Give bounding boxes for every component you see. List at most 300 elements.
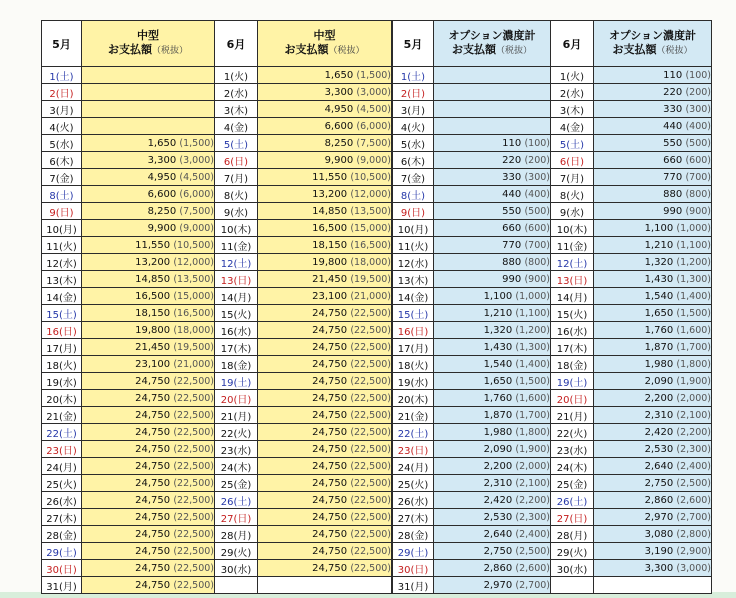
date-label: 30(日)	[46, 564, 77, 576]
may-amount-cell	[434, 424, 551, 441]
tax-excluded-value: (200)	[685, 86, 711, 98]
tax-excluded-value: (4,500)	[356, 103, 391, 115]
date-label: 8(土)	[49, 190, 74, 202]
tax-excluded-value: (1,500)	[515, 375, 550, 387]
june-amount-cell	[258, 577, 392, 594]
amount-value: 110	[502, 137, 522, 149]
may-amount-cell	[82, 526, 215, 543]
amount-value: 1,210	[644, 239, 674, 251]
tax-excluded-value: (2,100)	[676, 409, 711, 421]
amount-value: 440	[663, 120, 683, 132]
may-amount-cell	[434, 237, 551, 254]
june-amount-cell	[594, 220, 712, 237]
date-label: 3(月)	[49, 105, 74, 117]
table-row	[393, 169, 712, 186]
june-date-cell	[215, 203, 258, 220]
june-amount-cell	[594, 152, 712, 169]
june-amount-cell	[594, 543, 712, 560]
may-date-cell	[42, 475, 82, 492]
table-row	[393, 84, 712, 101]
table-row	[393, 509, 712, 526]
may-date-cell	[393, 152, 434, 169]
table-row	[393, 152, 712, 169]
may-amount-cell	[434, 118, 551, 135]
tax-excluded-value: (12,000)	[350, 188, 391, 200]
date-label: 14(月)	[220, 292, 252, 304]
june-amount-cell	[258, 509, 392, 526]
may-date-cell	[393, 220, 434, 237]
date-label: 12(土)	[220, 258, 252, 270]
table-row	[42, 373, 392, 390]
amount-value: 1,320	[644, 256, 674, 268]
may-date-cell	[393, 373, 434, 390]
date-label: 26(土)	[220, 496, 252, 508]
june-date-cell	[551, 492, 594, 509]
amount-value: 24,750	[312, 358, 348, 370]
june-date-cell	[551, 390, 594, 407]
may-amount-cell	[82, 492, 215, 509]
may-date-cell	[42, 356, 82, 373]
may-date-cell	[393, 169, 434, 186]
may-date-cell	[393, 186, 434, 203]
amount-value: 2,970	[483, 579, 513, 591]
amount-title-1: 中型	[137, 29, 159, 42]
may-amount-cell	[82, 288, 215, 305]
june-amount-cell	[258, 526, 392, 543]
date-label: 27(木)	[397, 513, 429, 525]
june-date-cell	[215, 492, 258, 509]
date-label: 15(土)	[46, 309, 77, 321]
amount-value: 21,450	[312, 273, 348, 285]
amount-title-1: 中型	[313, 29, 336, 42]
june-date-cell	[551, 169, 594, 186]
date-label: 26(水)	[397, 496, 429, 508]
table-row	[393, 118, 712, 135]
tax-excluded-value: (22,500)	[173, 511, 214, 523]
amount-value: 2,970	[644, 511, 674, 523]
amount-value: 24,750	[312, 545, 348, 557]
amount-value: 330	[502, 171, 522, 183]
amount-value: 23,100	[135, 358, 171, 370]
date-label: 15(火)	[220, 309, 252, 321]
may-amount-cell	[434, 373, 551, 390]
may-date-cell	[393, 390, 434, 407]
date-label: 11(火)	[46, 241, 77, 253]
june-date-cell	[215, 475, 258, 492]
table-row	[42, 560, 392, 577]
table-row	[42, 186, 392, 203]
may-amount-cell	[82, 237, 215, 254]
june-amount-cell	[258, 339, 392, 356]
date-label: 17(木)	[220, 343, 252, 355]
amount-value: 2,310	[483, 477, 513, 489]
table-row	[42, 441, 392, 458]
date-label: 4(火)	[49, 122, 74, 134]
may-date-cell	[42, 577, 82, 594]
tax-excluded-value: (22,500)	[350, 426, 391, 438]
table-row	[393, 475, 712, 492]
tax-excluded-value: (2,900)	[676, 545, 711, 557]
may-amount-cell	[82, 339, 215, 356]
may-header: 5月	[42, 21, 82, 67]
table-row	[393, 67, 712, 84]
amount-value: 1,540	[644, 290, 674, 302]
tax-excluded-value: (1,000)	[515, 290, 550, 302]
table-row	[42, 492, 392, 509]
table-row	[393, 407, 712, 424]
tax-excluded-value: (900)	[524, 273, 550, 285]
amount-value: 13,200	[135, 256, 171, 268]
june-amount-cell	[594, 560, 712, 577]
june-amount-cell	[258, 101, 392, 118]
amount-value: 1,540	[483, 358, 513, 370]
date-label: 6(日)	[559, 156, 585, 168]
table-row	[393, 203, 712, 220]
may-date-cell	[42, 458, 82, 475]
amount-value: 1,870	[644, 341, 674, 353]
amount-value: 24,750	[312, 511, 348, 523]
june-date-cell	[215, 220, 258, 237]
june-date-cell	[551, 322, 594, 339]
may-amount-cell	[434, 254, 551, 271]
may-date-cell	[393, 135, 434, 152]
june-date-cell	[215, 560, 258, 577]
table-row	[42, 509, 392, 526]
table-row	[42, 118, 392, 135]
may-amount-cell	[434, 288, 551, 305]
date-label: 30(水)	[556, 564, 588, 576]
may-amount-cell	[82, 543, 215, 560]
june-date-cell	[551, 288, 594, 305]
tax-excluded-value: (13,500)	[173, 273, 214, 285]
tax-excluded-value: (22,500)	[350, 375, 391, 387]
june-amount-cell	[258, 441, 392, 458]
june-amount-cell	[594, 509, 712, 526]
may-date-cell	[393, 305, 434, 322]
may-amount-cell	[82, 441, 215, 458]
amount-value: 3,080	[644, 528, 674, 540]
date-label: 21(金)	[397, 411, 429, 423]
june-amount-cell	[594, 339, 712, 356]
tax-excluded-value: (22,500)	[350, 528, 391, 540]
date-label: 20(日)	[556, 394, 588, 406]
table-row	[393, 288, 712, 305]
table-row	[42, 390, 392, 407]
tax-excluded-value: (6,000)	[356, 120, 391, 132]
amount-value: 2,090	[644, 375, 674, 387]
amount-value: 220	[502, 154, 522, 166]
may-date-cell	[42, 305, 82, 322]
tax-excluded-value: (800)	[524, 256, 550, 268]
date-label: 12(土)	[556, 258, 588, 270]
date-label: 12(水)	[46, 258, 77, 270]
may-amount-cell	[82, 509, 215, 526]
may-date-cell	[393, 322, 434, 339]
june-amount-cell	[594, 237, 712, 254]
may-amount-cell	[434, 339, 551, 356]
option-meter-payment-rows	[393, 67, 712, 594]
may-date-cell	[393, 577, 434, 594]
may-amount-cell	[434, 475, 551, 492]
tax-excluded-value: (22,500)	[173, 562, 214, 574]
june-date-cell	[551, 441, 594, 458]
june-amount-cell	[594, 271, 712, 288]
date-label: 24(木)	[556, 462, 588, 474]
may-amount-cell	[82, 135, 215, 152]
date-label: 23(日)	[397, 445, 429, 457]
tax-excluded-value: (22,500)	[350, 477, 391, 489]
table-row	[393, 543, 712, 560]
tax-excluded-value: (15,000)	[173, 290, 214, 302]
tax-excluded-value: (22,500)	[350, 358, 391, 370]
may-date-cell	[393, 84, 434, 101]
amount-value: 1,980	[644, 358, 674, 370]
amount-value: 2,530	[644, 443, 674, 455]
tax-excluded-value: (1,100)	[515, 307, 550, 319]
amount-value: 8,250	[147, 205, 177, 217]
table-row	[42, 577, 392, 594]
date-label: 22(土)	[46, 428, 77, 440]
date-label: 1(火)	[559, 71, 585, 83]
date-label: 18(金)	[220, 360, 252, 372]
table-row	[393, 322, 712, 339]
tax-excluded-value: (2,100)	[515, 477, 550, 489]
june-date-cell	[215, 322, 258, 339]
table-row	[42, 543, 392, 560]
may-date-cell	[393, 288, 434, 305]
table-row	[42, 305, 392, 322]
may-date-cell	[393, 407, 434, 424]
date-label: 7(月)	[559, 173, 585, 185]
date-label: 22(火)	[220, 428, 252, 440]
amount-title-label: お支払額	[451, 43, 496, 56]
june-date-cell	[215, 101, 258, 118]
may-amount-cell	[82, 203, 215, 220]
tax-excluded-value: (2,200)	[676, 426, 711, 438]
date-label: 14(月)	[556, 292, 588, 304]
june-amount-cell	[594, 135, 712, 152]
tax-excluded-value: (2,500)	[515, 545, 550, 557]
table-row	[393, 101, 712, 118]
tax-excluded-value: (200)	[524, 154, 550, 166]
amount-value: 23,100	[312, 290, 348, 302]
date-label: 22(土)	[397, 428, 429, 440]
june-date-cell	[215, 254, 258, 271]
table-row	[393, 271, 712, 288]
may-amount-cell	[82, 220, 215, 237]
may-date-cell	[42, 67, 82, 84]
amount-value: 1,650	[324, 69, 354, 81]
date-label: 13(木)	[397, 275, 429, 287]
amount-value: 990	[502, 273, 522, 285]
amount-value: 6,600	[324, 120, 354, 132]
date-label: 24(木)	[220, 462, 252, 474]
date-label: 20(木)	[397, 394, 429, 406]
may-amount-cell	[82, 169, 215, 186]
may-amount-cell	[82, 390, 215, 407]
tax-excluded-value: (18,000)	[173, 324, 214, 336]
date-label: 18(火)	[397, 360, 429, 372]
date-label: 28(月)	[220, 530, 252, 542]
may-amount-cell	[82, 67, 215, 84]
table-row	[42, 84, 392, 101]
june-amount-cell	[258, 152, 392, 169]
date-label: 27(日)	[220, 513, 252, 525]
tax-excluded-value: (1,800)	[515, 426, 550, 438]
table-row	[42, 254, 392, 271]
june-amount-cell	[594, 390, 712, 407]
amount-value: 24,750	[135, 392, 171, 404]
june-amount-cell	[258, 169, 392, 186]
date-label: 6(木)	[49, 156, 74, 168]
june-amount-cell	[258, 390, 392, 407]
june-amount-cell	[594, 458, 712, 475]
date-label: 8(土)	[400, 190, 426, 202]
tax-excluded-value: (22,500)	[173, 477, 214, 489]
tax-excluded-value: (900)	[685, 205, 711, 217]
amount-value: 2,200	[483, 460, 513, 472]
tax-excluded-value: (22,500)	[350, 409, 391, 421]
amount-value: 24,750	[135, 426, 171, 438]
amount-value: 11,550	[312, 171, 348, 183]
june-amount-cell	[258, 237, 392, 254]
june-date-cell	[215, 135, 258, 152]
june-date-cell	[215, 271, 258, 288]
date-label: 30(日)	[397, 564, 429, 576]
june-amount-cell	[258, 322, 392, 339]
amount-value: 660	[663, 154, 683, 166]
june-amount-cell	[594, 373, 712, 390]
date-label: 16(水)	[220, 326, 252, 338]
date-label: 19(土)	[220, 377, 252, 389]
date-label: 14(金)	[46, 292, 77, 304]
amount-value: 24,750	[135, 443, 171, 455]
may-amount-header	[434, 21, 551, 67]
table-row	[42, 356, 392, 373]
may-date-cell	[42, 441, 82, 458]
amount-value: 24,750	[312, 307, 348, 319]
tax-excluded-value: (21,000)	[350, 290, 391, 302]
date-label: 2(日)	[49, 88, 74, 100]
amount-value: 1,870	[483, 409, 513, 421]
june-amount-cell	[594, 441, 712, 458]
option-meter-payment-table	[392, 20, 712, 594]
tax-excluded-value: (19,500)	[350, 273, 391, 285]
date-label: 13(日)	[220, 275, 252, 287]
may-date-cell	[42, 152, 82, 169]
date-label: 11(金)	[220, 241, 252, 253]
tax-excluded-value: (1,500)	[179, 137, 214, 149]
tax-excluded-value: (100)	[685, 69, 711, 81]
amount-value: 19,800	[135, 324, 171, 336]
table-row	[393, 458, 712, 475]
tax-excluded-value: (13,500)	[350, 205, 391, 217]
may-amount-cell	[82, 356, 215, 373]
june-amount-cell	[594, 305, 712, 322]
date-label: 26(土)	[556, 496, 588, 508]
amount-title-label: お支払額	[284, 43, 329, 56]
may-date-cell	[42, 220, 82, 237]
may-amount-cell	[82, 305, 215, 322]
tax-excluded-value: (400)	[685, 120, 711, 132]
amount-value: 220	[663, 86, 683, 98]
tax-excluded-value: (2,000)	[515, 460, 550, 472]
tax-excluded-value: (16,500)	[173, 307, 214, 319]
may-date-cell	[393, 543, 434, 560]
date-label: 23(日)	[46, 445, 77, 457]
date-label: 1(土)	[400, 71, 426, 83]
may-date-cell	[42, 237, 82, 254]
tax-excluded-value: (1,300)	[676, 273, 711, 285]
tax-excluded-value: (3,000)	[179, 154, 214, 166]
amount-value: 770	[663, 171, 683, 183]
date-label: 10(月)	[46, 224, 77, 236]
june-date-cell	[551, 560, 594, 577]
tax-excluded-value: (300)	[685, 103, 711, 115]
tax-excluded-value: (22,500)	[173, 392, 214, 404]
date-label: 9(日)	[400, 207, 426, 219]
may-amount-cell	[82, 84, 215, 101]
amount-value: 1,100	[483, 290, 513, 302]
amount-value: 1,430	[644, 273, 674, 285]
june-date-cell	[551, 373, 594, 390]
june-amount-cell	[258, 543, 392, 560]
may-amount-cell	[434, 67, 551, 84]
amount-title-label: お支払額	[612, 43, 657, 56]
may-date-cell	[42, 424, 82, 441]
amount-value: 19,800	[312, 256, 348, 268]
amount-value: 24,750	[312, 392, 348, 404]
may-amount-cell	[434, 407, 551, 424]
may-date-cell	[42, 254, 82, 271]
date-label: 17(月)	[46, 343, 77, 355]
tax-excluded-value: (500)	[685, 137, 711, 149]
date-label: 20(日)	[220, 394, 252, 406]
may-date-cell	[42, 407, 82, 424]
may-amount-cell	[434, 458, 551, 475]
amount-value: 24,750	[135, 409, 171, 421]
amount-value: 1,650	[644, 307, 674, 319]
may-date-cell	[42, 322, 82, 339]
amount-value: 2,530	[483, 511, 513, 523]
amount-value: 880	[502, 256, 522, 268]
june-date-cell	[551, 577, 594, 594]
date-label: 23(水)	[220, 445, 252, 457]
june-amount-cell	[258, 271, 392, 288]
date-label: 10(月)	[397, 224, 429, 236]
amount-value: 24,750	[312, 494, 348, 506]
june-amount-cell	[258, 254, 392, 271]
date-label: 31(月)	[397, 581, 429, 593]
may-amount-cell	[434, 356, 551, 373]
may-date-cell	[42, 543, 82, 560]
amount-value: 14,850	[135, 273, 171, 285]
amount-value: 24,750	[312, 341, 348, 353]
may-date-cell	[393, 237, 434, 254]
amount-value: 2,420	[483, 494, 513, 506]
amount-value: 440	[502, 188, 522, 200]
june-amount-cell	[594, 407, 712, 424]
date-label: 5(水)	[49, 139, 74, 151]
june-date-cell	[551, 458, 594, 475]
may-amount-cell	[434, 322, 551, 339]
tax-excluded-value: (1,600)	[676, 324, 711, 336]
june-date-cell	[551, 509, 594, 526]
may-amount-cell	[434, 509, 551, 526]
june-date-cell	[551, 407, 594, 424]
may-amount-cell	[434, 271, 551, 288]
june-date-cell	[551, 526, 594, 543]
